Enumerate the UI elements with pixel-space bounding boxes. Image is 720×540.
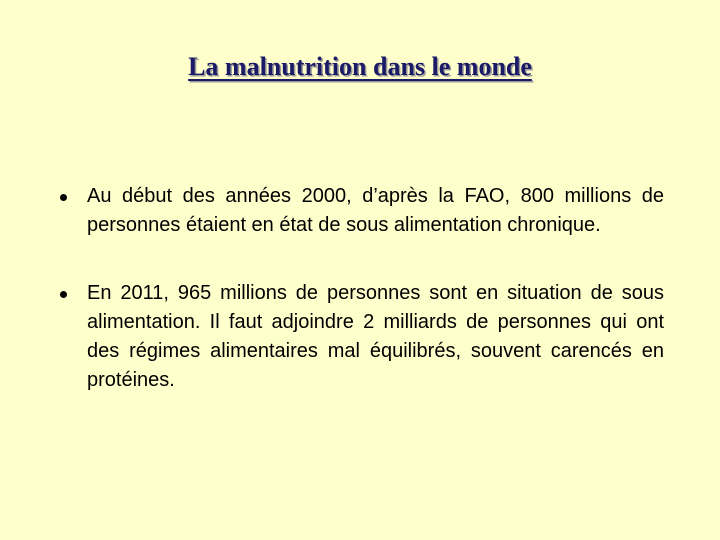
bullet-item [56,182,664,240]
bullet-text: Au début des années 2000, d’après la FAO, 800 millions de personnes étaient en état de sous alimentation chronique. [87,185,664,236]
slide-title: La malnutrition dans le monde [188,52,532,81]
bullet-dot-icon [60,291,67,298]
bullet-text: En 2011, 965 millions de personnes sont en situation de sous alimentation. Il faut adjoindre 2 milliards de personnes qui ont des régimes alimentaires mal équilibrés, souvent carencés en protéines. [87,282,664,391]
bullet-list [56,182,664,434]
bullet-dot-icon [60,194,67,201]
bullet-item [56,279,664,395]
